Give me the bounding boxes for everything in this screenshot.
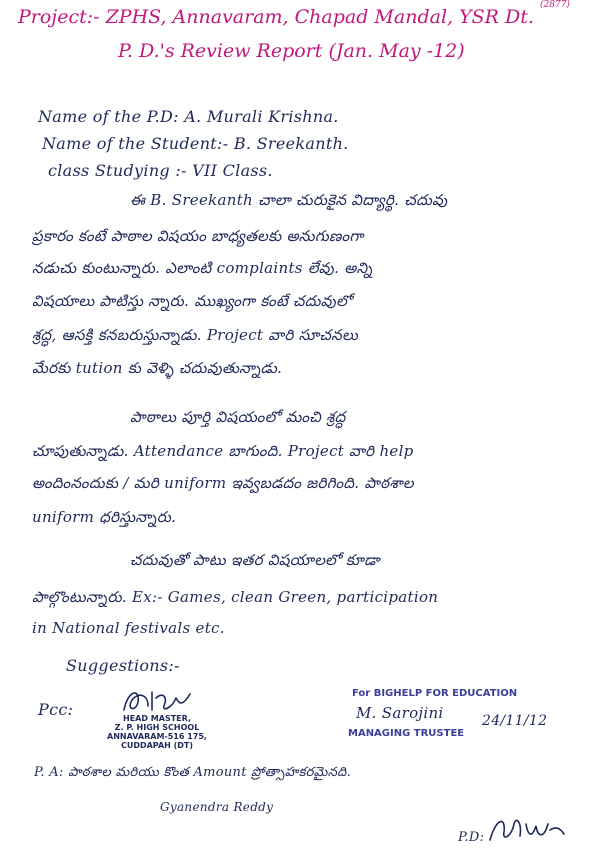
pd-name: Name of the P.D: A. Murali Krishna.: [38, 107, 339, 126]
class-studying: class Studying :- VII Class.: [48, 161, 273, 180]
pa-line: P. A: పాఠశాల మరియు కొంత Amount ప్రోత్సాహకరమైనది.: [34, 765, 352, 780]
trustee-date: 24/11/12: [482, 713, 548, 729]
headmaster-signature: [118, 684, 196, 718]
title-line-1: Project:- ZPHS, Annavaram, Chapad Mandal, YSR Dt.: [18, 6, 534, 28]
report-line: uniform ధరిస్తున్నారు.: [32, 508, 177, 526]
school-stamp-line-2: Z. P. HIGH SCHOOL: [114, 723, 200, 732]
trustee-stamp-role: MANAGING TRUSTEE: [348, 728, 465, 739]
report-line: అందింనందుకు / మరి uniform ఇవ్వబడదం జరిగింది. పాఠశాల: [32, 474, 414, 492]
pa-signature: Gyanendra Reddy: [160, 800, 274, 814]
school-stamp-line-1: HEAD MASTER,: [123, 714, 191, 723]
school-stamp: [102, 714, 212, 750]
report-line: చదువుతో పాటు ఇతర విషయాలలో కూడా: [130, 551, 380, 569]
report-line: ఈ B. Sreekanth చాలా చురుకైన విద్యార్థి. చదువు: [130, 191, 448, 209]
trustee-signature: M. Sarojini: [356, 704, 444, 722]
report-line: in National festivals etc.: [32, 619, 225, 637]
report-line: పాఠాలు పూర్తి విషయంలో మంచి శ్రద్ధ: [130, 408, 346, 426]
pcc-label: Pcc:: [38, 700, 74, 719]
trustee-stamp-org: For BIGHELP FOR EDUCATION: [352, 688, 518, 699]
school-stamp-line-3: ANNAVARAM-516 175,: [107, 732, 207, 741]
report-line: విషయాలు పాటిస్తు న్నారు. ముఖ్యంగా కంటే చదువులో: [32, 292, 352, 310]
report-line: నడుచు కుంటున్నారు. ఎలాంటి complaints లేవు. అన్ని: [32, 259, 373, 277]
suggestions-label: Suggestions:-: [66, 656, 180, 675]
pd-signature: [486, 812, 570, 846]
student-name: Name of the Student:- B. Sreekanth.: [42, 134, 349, 153]
school-stamp-line-4: CUDDAPAH (DT): [120, 741, 194, 750]
report-line: ప్రకారం కంటే పాఠాల విషయం బాధ్యతలకు అనుగుణంగా: [32, 227, 364, 245]
report-line: మేరకు tution కు వెళ్ళి చదువుతున్నాడు.: [32, 359, 283, 377]
report-line: శ్రద్ధ, ఆసక్తి కనబరుస్తున్నాడు. Project వారి సూచనలు: [32, 326, 359, 344]
corner-note: (2877): [540, 0, 570, 10]
pd-sign-label: P.D:: [458, 830, 485, 845]
title-line-2: P. D.'s Review Report (Jan. May -12): [118, 40, 465, 62]
report-line: చూపుతున్నాడు. Attendance బాగుంది. Project వారి help: [32, 442, 414, 460]
report-line: పాల్గొంటున్నారు. Ex:- Games, clean Green, participation: [32, 588, 439, 606]
